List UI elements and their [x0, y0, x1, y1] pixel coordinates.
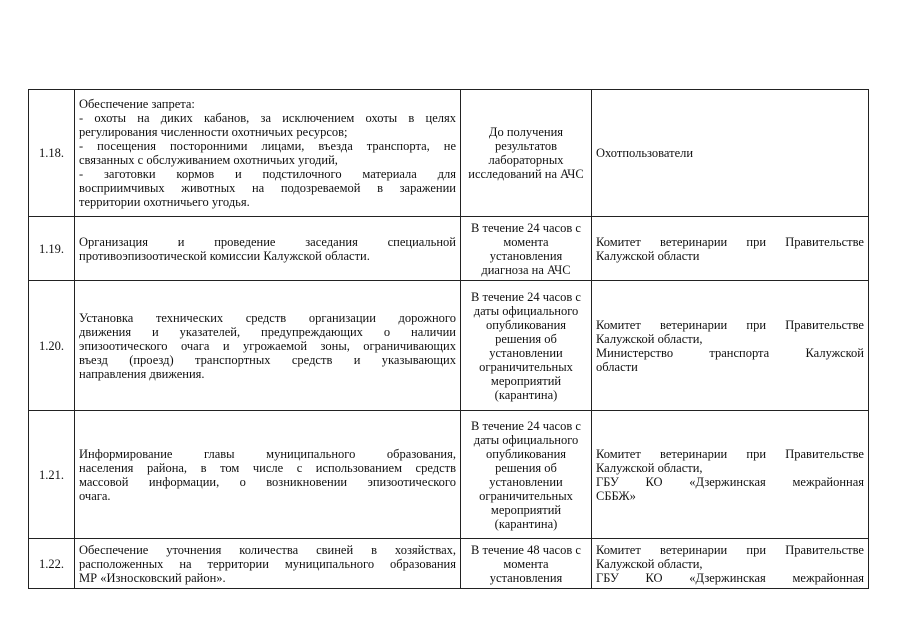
term-cell-line: В течение 24 часов с: [471, 418, 581, 433]
action-cell-line: территории охотничьего угодья.: [79, 195, 250, 209]
action-cell-line: МР «Износковский район».: [79, 570, 226, 585]
table-row: [29, 411, 869, 539]
responsible-cell-line: Комитет ветеринарии при Правительстве: [596, 542, 864, 557]
table-row: [29, 90, 869, 217]
responsible-cell-line: Калужской области: [596, 248, 700, 263]
responsible-cell-line: СББЖ»: [596, 488, 636, 503]
term-cell-line: исследований на АЧС: [468, 167, 584, 181]
table-row: [29, 281, 869, 411]
responsible-cell-line: Комитет ветеринарии при Правительстве: [596, 317, 864, 332]
term-cell-line: ограничительных: [479, 359, 573, 374]
term-cell: [461, 217, 592, 281]
action-cell: [75, 217, 461, 281]
row-number: 1.22.: [29, 539, 75, 589]
action-cell-line: Обеспечение уточнения количества свиней в хозяйствах,: [79, 542, 456, 557]
responsible-cell-line: Калужской области,: [596, 331, 703, 346]
term-cell-line: мероприятий: [490, 373, 562, 388]
action-cell-line: восприимчивых животных на подозреваемой в заражении: [79, 181, 456, 195]
action-cell-line: Обеспечение запрета:: [79, 97, 195, 111]
term-cell-line: опубликования: [485, 317, 567, 332]
table-row: [29, 539, 869, 589]
responsible-cell-line: ГБУ КО «Дзержинская межрайонная: [596, 570, 864, 585]
term-cell-line: лабораторных: [488, 153, 564, 167]
action-cell-line: населения района, в том числе с использованием средств: [79, 460, 456, 475]
term-cell: [461, 281, 592, 411]
term-cell-line: даты официального: [473, 303, 579, 318]
responsible-cell: [592, 217, 869, 281]
term-cell-line: В течение 48 часов с: [471, 542, 581, 557]
table-row: [29, 217, 869, 281]
action-cell-line: Организация и проведение заседания специальной: [79, 234, 456, 249]
term-cell-line: установления: [489, 248, 563, 263]
responsible-cell-line: области: [596, 359, 638, 374]
term-cell-line: До получения: [488, 125, 564, 139]
responsible-cell-line: Охотпользователи: [596, 146, 694, 160]
term-cell-line: установлении: [489, 345, 563, 360]
term-cell-line: даты официального: [473, 432, 579, 447]
term-cell-line: решения об: [495, 460, 557, 475]
term-cell-line: (карантина): [494, 516, 558, 531]
row-number: 1.19.: [29, 217, 75, 281]
action-cell-line: направления движения.: [79, 366, 205, 381]
responsible-cell-line: Комитет ветеринарии при Правительстве: [596, 234, 864, 249]
action-cell-line: - охоты на диких кабанов, за исключением охоты в целях: [79, 111, 456, 125]
action-cell-line: - посещения посторонними лицами, въезда транспорта, не: [79, 139, 456, 153]
term-cell-line: установления: [489, 570, 563, 585]
action-cell-line: - заготовки кормов и подстилочного материала для: [79, 167, 456, 181]
term-cell-line: установлении: [489, 474, 563, 489]
term-cell-line: решения об: [495, 331, 557, 346]
term-cell-line: диагноза на АЧС: [481, 262, 571, 277]
row-number: 1.21.: [29, 411, 75, 539]
term-cell: [461, 539, 592, 589]
term-cell-line: мероприятий: [490, 502, 562, 517]
term-cell: [461, 90, 592, 217]
action-cell: [75, 90, 461, 217]
term-cell-line: В течение 24 часов с: [471, 289, 581, 304]
action-cell-line: эпизоотического очага и угрожаемой зоны, ограничивающих: [79, 338, 456, 353]
action-cell-line: Установка технических средств организации дорожного: [79, 310, 456, 325]
responsible-cell-line: ГБУ КО «Дзержинская межрайонная: [596, 474, 864, 489]
action-cell-line: противоэпизоотической комиссии Калужской области.: [79, 248, 370, 263]
action-cell-line: Информирование главы муниципального образования,: [79, 446, 456, 461]
term-cell-line: момента: [503, 234, 549, 249]
responsible-cell: [592, 539, 869, 589]
action-cell: [75, 281, 461, 411]
responsible-cell: [592, 411, 869, 539]
action-cell-line: связанных с обслуживанием охотничьих угодий,: [79, 153, 338, 167]
action-cell-line: регулирования численности охотничьих ресурсов;: [79, 125, 348, 139]
term-cell-line: ограничительных: [479, 488, 573, 503]
action-cell: [75, 539, 461, 589]
term-cell-line: результатов: [494, 139, 558, 153]
row-number: 1.18.: [29, 90, 75, 217]
action-cell-line: очага.: [79, 488, 111, 503]
responsible-cell: [592, 90, 869, 217]
row-number: 1.20.: [29, 281, 75, 411]
term-cell-line: (карантина): [494, 387, 558, 402]
term-cell-line: опубликования: [485, 446, 567, 461]
action-cell-line: въезд (проезд) транспортных средств и указывающих: [79, 352, 456, 367]
action-cell-line: массовой информации, о возникновении эпизоотического: [79, 474, 456, 489]
responsible-cell: [592, 281, 869, 411]
action-cell-line: движения и указателей, предупреждающих о наличии: [79, 324, 456, 339]
measures-table-body: [29, 90, 869, 589]
action-cell-line: расположенных на территории муниципального образования: [79, 556, 456, 571]
responsible-cell-line: Комитет ветеринарии при Правительстве: [596, 446, 864, 461]
responsible-cell-line: Калужской области,: [596, 460, 703, 475]
responsible-cell-line: Калужской области,: [596, 556, 703, 571]
action-cell: [75, 411, 461, 539]
term-cell-line: момента: [503, 556, 549, 571]
measures-table: [28, 89, 869, 589]
responsible-cell-line: Министерство транспорта Калужской: [596, 345, 864, 360]
term-cell: [461, 411, 592, 539]
term-cell-line: В течение 24 часов с: [471, 220, 581, 235]
